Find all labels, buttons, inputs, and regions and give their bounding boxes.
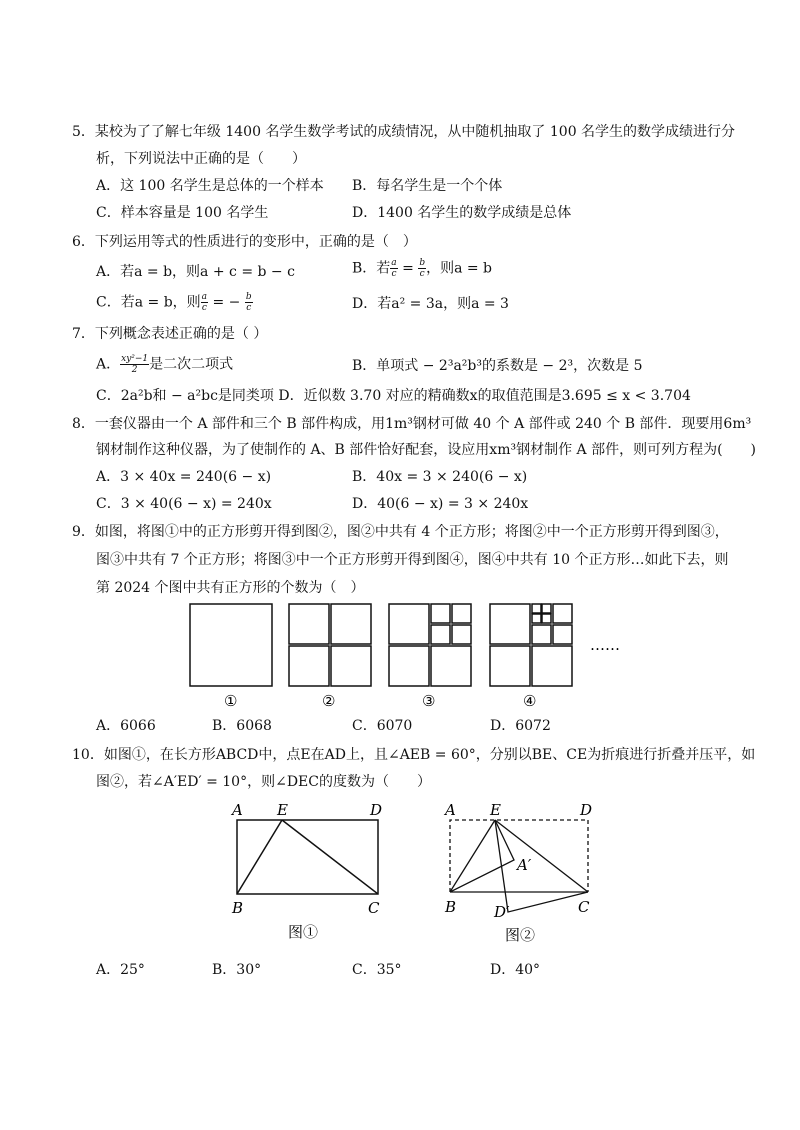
- q7-option-b: B．单项式 − 2³a²b³的系数是 − 2³，次数是 5: [352, 358, 643, 374]
- q6-b-eq: =: [402, 260, 414, 277]
- q10-fig2-segment-ec: [495, 820, 588, 892]
- q10-fig1-segment-be: [237, 820, 282, 894]
- q9-fig-label-2: ②: [322, 692, 336, 710]
- q9-stem-line3: 第 2024 个图中共有正方形的个数为（ ）: [96, 580, 365, 596]
- q10-fig1-label-d: D: [370, 801, 383, 819]
- q10-fig2-label-b: B: [445, 898, 457, 916]
- q10-fig2-folded-triangle-a: [450, 820, 514, 892]
- q8-option-b: B．40x = 3 × 240(6 − x): [352, 469, 528, 485]
- q9-fig-label-4: ④: [523, 692, 537, 710]
- q10-fig1-rectangle: [237, 820, 378, 894]
- q8-stem-line1: 8．一套仪器由一个 A 部件和三个 B 部件构成，用1m³钢材可做 40 个 A 部件或 240 个 B 部件．现要用6m³: [72, 416, 752, 432]
- q6-option-a: A．若a = b，则a + c = b − c: [96, 264, 295, 280]
- q10-fig2-label-e: E: [490, 801, 501, 819]
- q10-fig1-label-a: A: [232, 801, 243, 819]
- q6-c-frac1-den: c: [201, 303, 207, 313]
- q6-c-frac2-den: c: [246, 303, 252, 313]
- q10-fig2-label-d-prime: D′: [494, 903, 510, 921]
- q10-fig1-label-c: C: [368, 899, 380, 917]
- q7-a-frac-num: xy²−1: [121, 354, 149, 364]
- q5-stem-line1: 5．某校为了了解七年级 1400 名学生数学考试的成绩情况，从中随机抽取了 100 名学生的数学成绩进行分: [72, 124, 736, 140]
- q8-option-d: D．40(6 − x) = 3 × 240x: [352, 496, 529, 512]
- q10-option-c: C．35°: [352, 962, 402, 978]
- q6-c-frac2-num: b: [245, 292, 252, 302]
- q6-b-frac2-num: b: [419, 258, 426, 268]
- q10-fig2-label-a-prime: A′: [517, 856, 532, 874]
- q10-fig2-label-c: C: [578, 898, 590, 916]
- q6-option-d: D．若a² = 3a，则a = 3: [352, 296, 509, 312]
- q7-option-a-suffix: 是二次二项式: [149, 356, 234, 373]
- q6-option-b-prefix: B．若: [352, 260, 391, 277]
- q7-stem: 7．下列概念表述正确的是（ ）: [72, 326, 268, 342]
- q10-fig2-label-a: A: [445, 801, 456, 819]
- q7-option-cd: C．2a²b和 − a²bc是同类项 D．近似数 3.70 对应的精确数x的取值范围是3.695 ≤ x < 3.704: [96, 388, 691, 404]
- q10-option-b: B．30°: [212, 962, 262, 978]
- q10-fig2-caption: 图②: [505, 926, 536, 944]
- q5-stem-line2: 析，下列说法中正确的是（ ）: [96, 151, 306, 167]
- q10-fig1-segment-ec: [282, 820, 378, 894]
- q9-fig-label-1: ①: [224, 692, 238, 710]
- q9-stem-line1: 9．如图，将图①中的正方形剪开得到图②，图②中共有 4 个正方形；将图②中一个正方形剪开得到图③，: [72, 524, 729, 540]
- q6-b-frac1-den: c: [391, 269, 397, 279]
- q9-option-d: D．6072: [490, 718, 551, 734]
- q6-stem: 6．下列运用等式的性质进行的变形中，正确的是（ ）: [72, 234, 417, 250]
- q10-fig1-label-e: E: [277, 801, 288, 819]
- q10-fig1-label-b: B: [232, 899, 244, 917]
- q9-stem-line2: 图③中共有 7 个正方形；将图③中一个正方形剪开得到图④，图④中共有 10 个正方形…如此下去，则: [96, 552, 729, 568]
- q10-fig2-folded-triangle-d: [495, 820, 588, 912]
- q6-option-b-suffix: ，则a = b: [426, 260, 493, 277]
- q10-option-d: D．40°: [490, 962, 541, 978]
- q7-option-a-prefix: A．: [96, 356, 121, 373]
- q9-option-c: C．6070: [352, 718, 413, 734]
- q5-option-d: D．1400 名学生的数学成绩是总体: [352, 205, 572, 221]
- q9-option-a: A．6066: [96, 718, 156, 734]
- q5-option-c: C．样本容量是 100 名学生: [96, 205, 269, 221]
- q8-option-c: C．3 × 40(6 − x) = 240x: [96, 496, 272, 512]
- q6-b-frac2-den: c: [419, 269, 425, 279]
- q6-option-c-prefix: C．若a = b，则: [96, 294, 201, 311]
- q8-stem-line2: 钢材制作这种仪器，为了使制作的 A、B 部件恰好配套，设应用xm³钢材制作 A 部件，则可列方程为( ): [96, 442, 757, 458]
- q10-fig2-label-d: D: [580, 801, 593, 819]
- q10-stem-line1: 10．如图①，在长方形ABCD中，点E在AD上，且∠AEB = 60°，分别以BE、CE为折痕进行折叠并压平，如: [72, 747, 756, 763]
- q9-ellipsis: ……: [590, 636, 620, 654]
- q9-option-b: B．6068: [212, 718, 272, 734]
- q6-c-eq: = −: [212, 294, 241, 311]
- q5-option-b: B．每名学生是一个个体: [352, 178, 503, 194]
- q5-option-a: A．这 100 名学生是总体的一个样本: [96, 178, 324, 194]
- q8-option-a: A．3 × 40x = 240(6 − x): [96, 469, 272, 485]
- q9-fig-label-3: ③: [422, 692, 436, 710]
- q10-option-a: A．25°: [96, 962, 145, 978]
- q10-fig1-caption: 图①: [288, 923, 319, 941]
- q6-b-frac1-num: a: [391, 258, 397, 268]
- q10-stem-line2: 图②，若∠A′ED′ = 10°，则∠DEC的度数为（ ）: [96, 774, 431, 790]
- q7-a-frac-den: 2: [131, 365, 138, 375]
- q6-c-frac1-num: a: [201, 292, 208, 302]
